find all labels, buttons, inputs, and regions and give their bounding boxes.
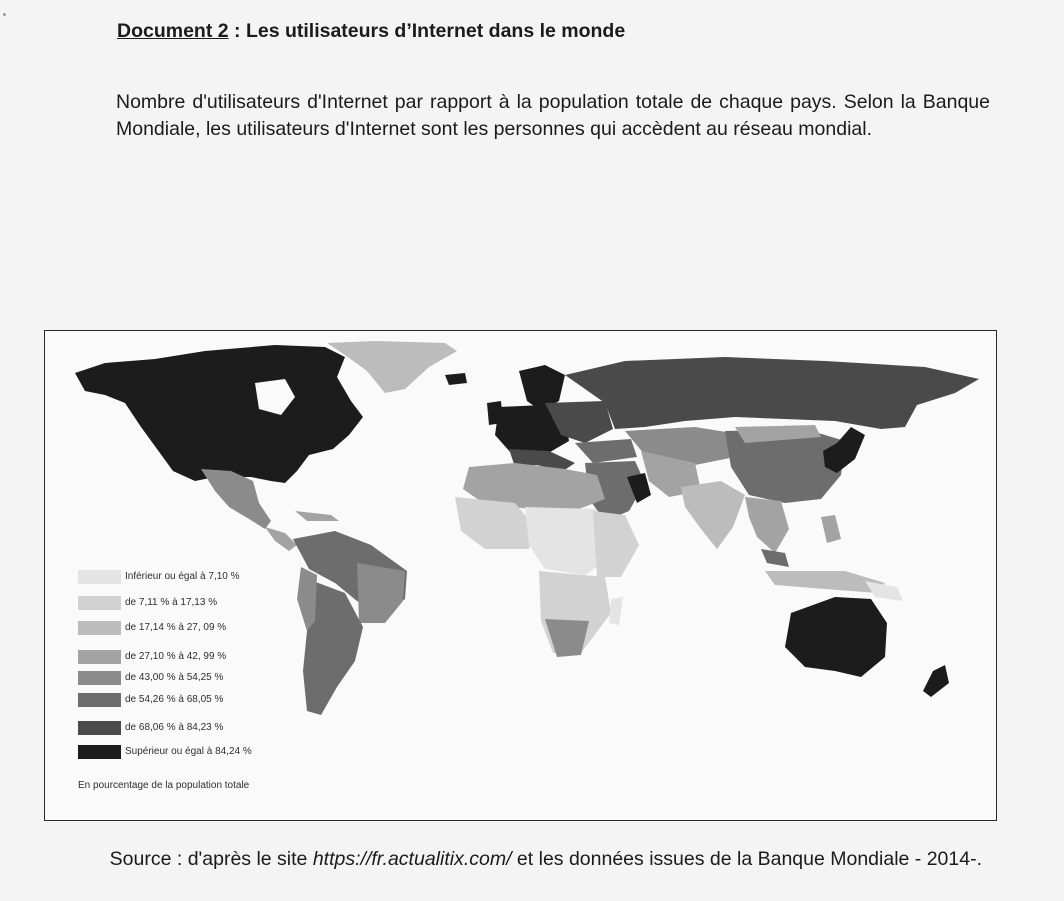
- region-iceland: [445, 373, 467, 385]
- region-central-america: [265, 527, 297, 551]
- legend-swatch: [78, 621, 121, 635]
- source-url: https://fr.actualitix.com/: [312, 848, 512, 870]
- region-india: [681, 481, 745, 549]
- legend-swatch: [78, 570, 121, 584]
- legend-label: de 17,14 % à 27, 09 %: [125, 622, 227, 633]
- region-caribbean: [295, 511, 339, 521]
- region-north-america: [75, 345, 363, 483]
- region-korea-japan: [823, 427, 865, 473]
- region-greenland: [327, 341, 457, 393]
- world-map: [44, 330, 997, 821]
- legend-label: de 68,06 % à 84,23 %: [125, 722, 224, 733]
- legend-swatch: [78, 721, 121, 735]
- source-prefix: Source : d'après le site: [109, 848, 313, 870]
- legend-swatch: [78, 596, 121, 610]
- scan-speck: [3, 13, 6, 16]
- region-uk: [487, 401, 503, 425]
- region-philippines: [821, 515, 841, 543]
- legend-label: de 7,11 % à 17,13 %: [125, 597, 218, 608]
- region-andes: [297, 567, 317, 631]
- legend-swatch: [78, 745, 121, 759]
- legend-swatch: [78, 671, 121, 685]
- document-title-text: : Les utilisateurs d’Internet dans le monde: [228, 20, 626, 42]
- source-suffix: et les données issues de la Banque Mondiale - 2014-.: [511, 848, 982, 870]
- region-east-africa: [593, 511, 639, 577]
- legend-label: Supérieur ou égal à 84,24 %: [125, 746, 252, 757]
- source-citation: [102, 847, 982, 872]
- intro-paragraph: Nombre d'utilisateurs d'Internet par rapport à la population totale de chaque pays. Selon la Banque Mondiale, les utilisateurs d'Internet sont les personnes qui accèdent au réseau mondial.: [116, 91, 990, 140]
- region-new-zealand: [923, 665, 949, 697]
- document-title: [117, 20, 625, 43]
- region-southeast-asia: [745, 497, 789, 553]
- region-malaysia: [761, 549, 789, 567]
- region-russia: [565, 357, 979, 429]
- legend-unit-note: En pourcentage de la population totale: [78, 780, 250, 791]
- region-australia: [785, 597, 887, 677]
- legend-label: de 43,00 % à 54,25 %: [125, 672, 224, 683]
- region-brazil-east: [357, 563, 405, 623]
- legend-label: de 54,26 % à 68,05 %: [125, 694, 224, 705]
- document-label: Document 2: [117, 20, 229, 42]
- legend-swatch: [78, 693, 121, 707]
- legend-label: de 27,10 % à 42, 99 %: [125, 651, 227, 662]
- region-south-africa: [545, 619, 589, 657]
- region-madagascar: [609, 597, 623, 625]
- legend-swatch: [78, 650, 121, 664]
- legend-label: Inférieur ou égal à 7,10 %: [125, 571, 240, 582]
- region-turkey-caucasus: [575, 439, 637, 463]
